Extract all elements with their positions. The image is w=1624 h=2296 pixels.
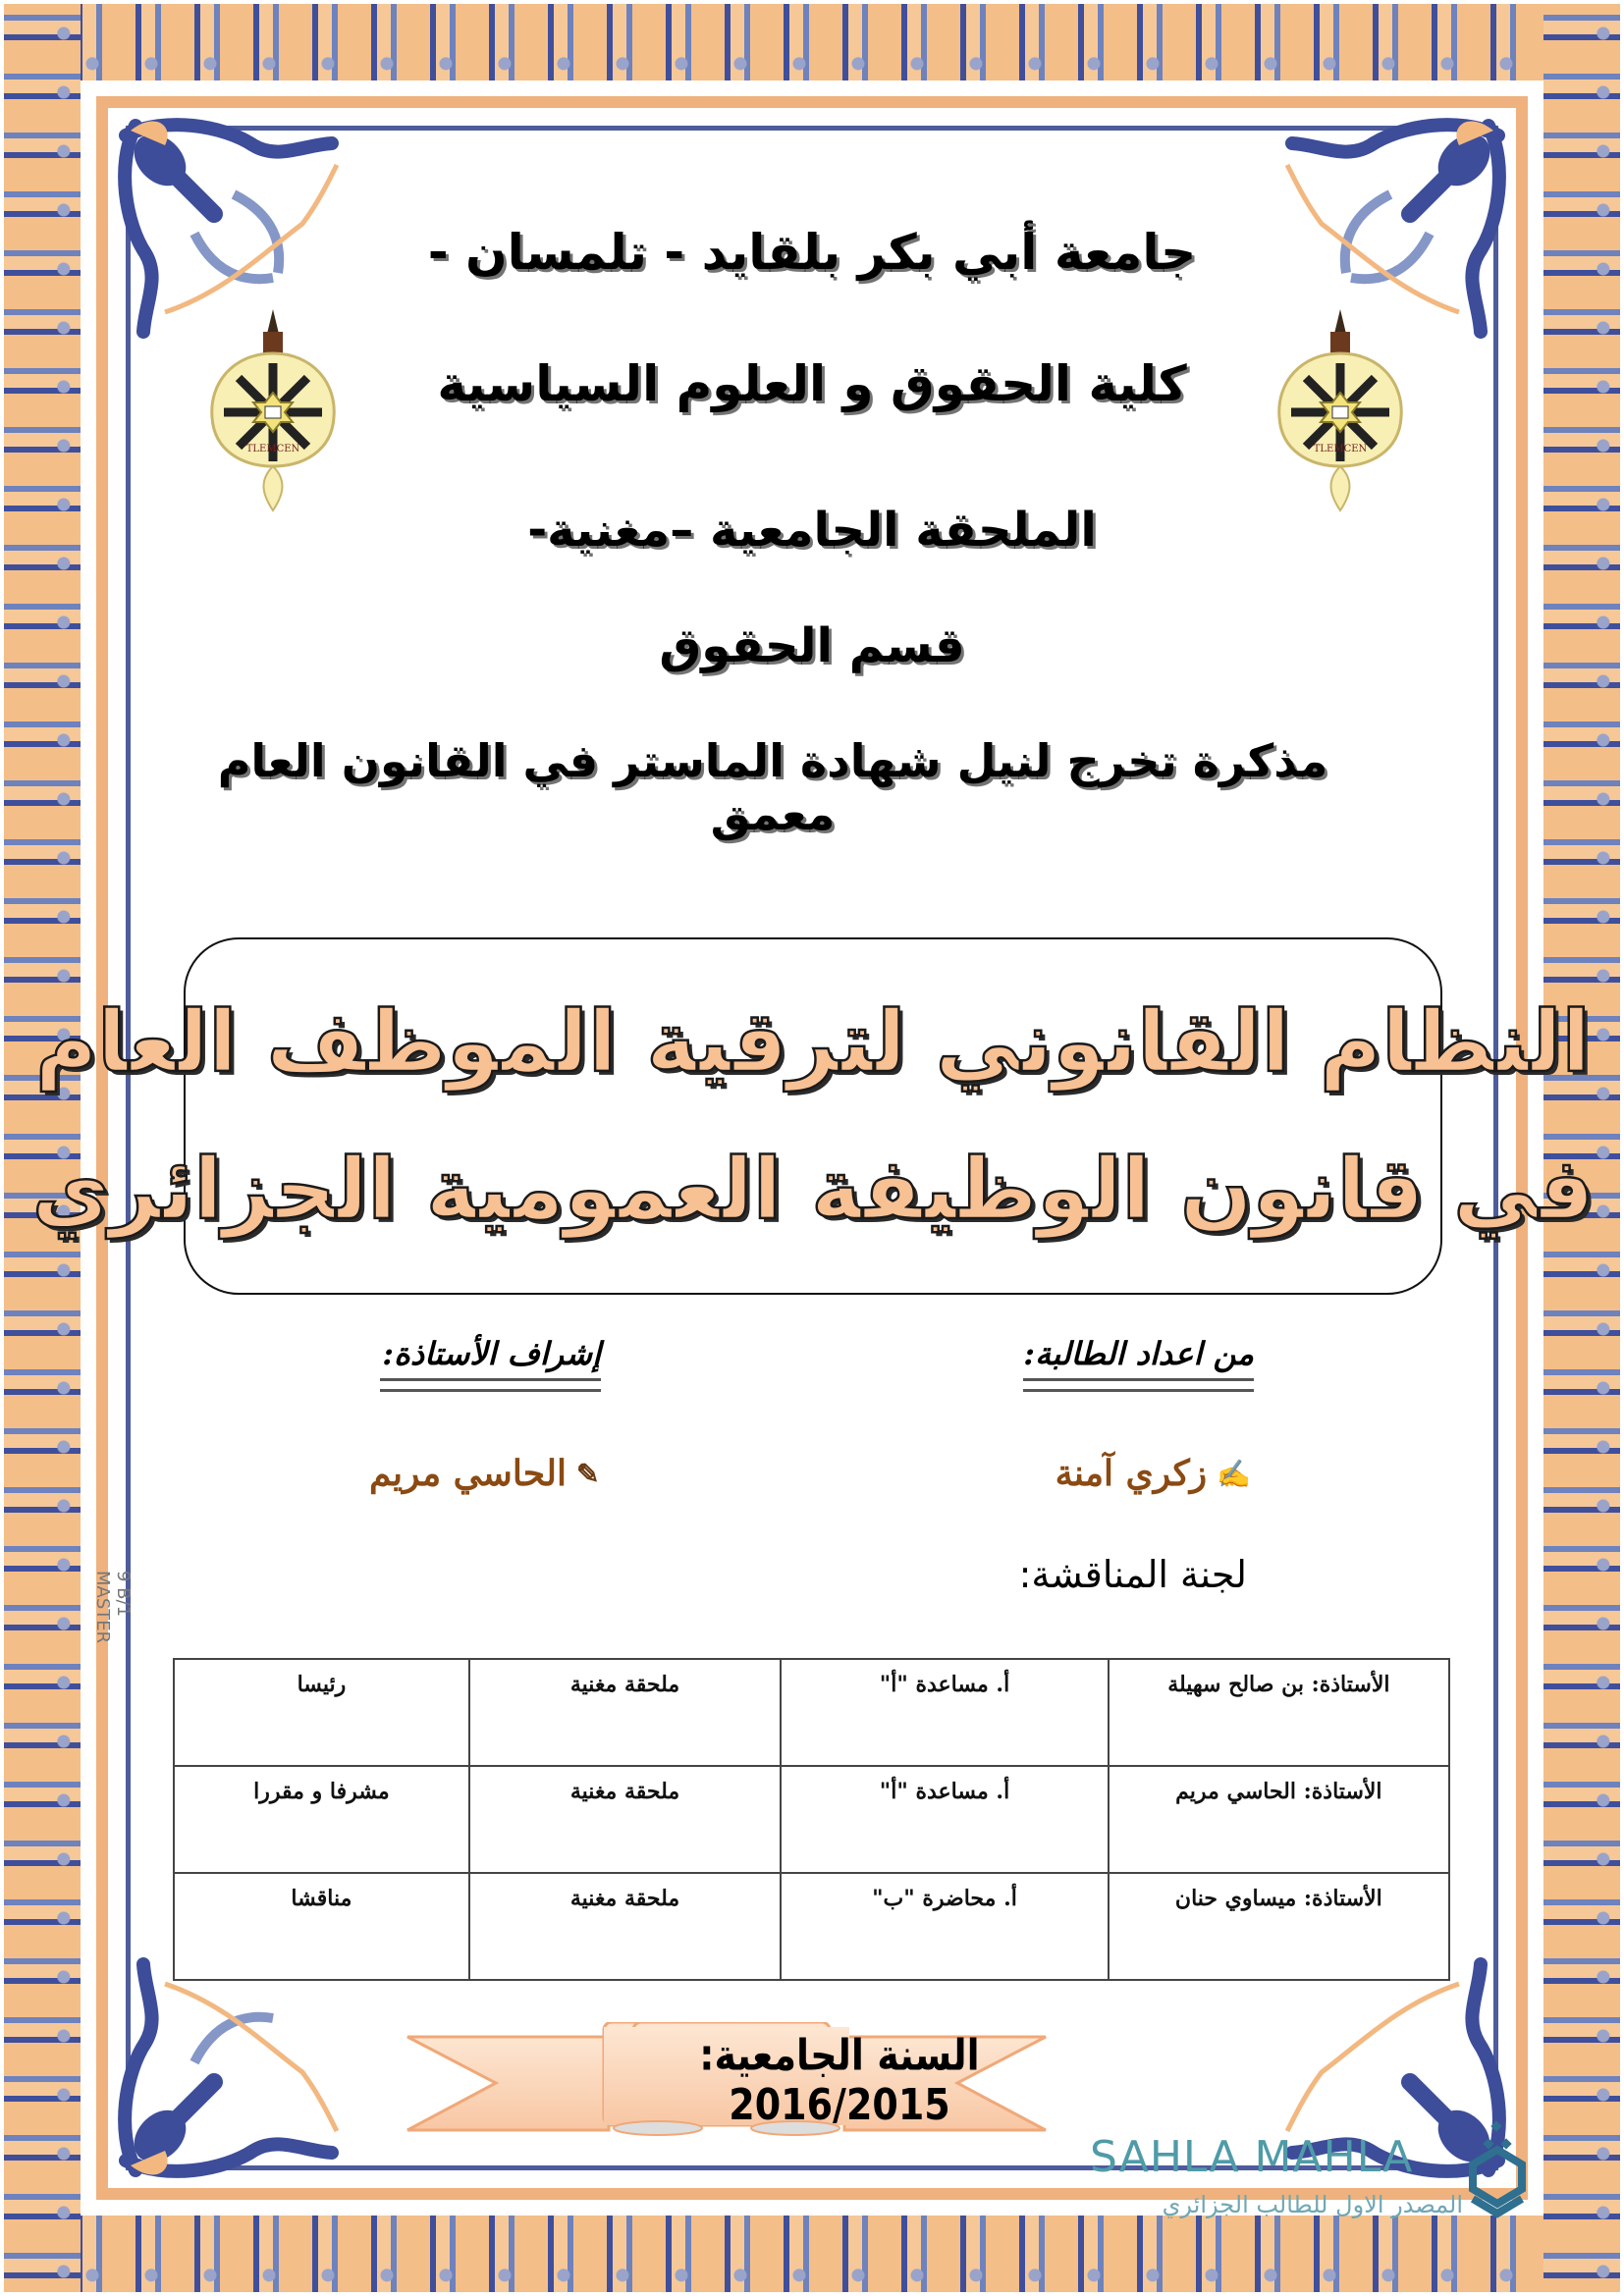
supervisor-name [369, 1453, 599, 1494]
thesis-title-line-1: النظام القانوني لترقية الموظف العام [34, 993, 1592, 1092]
side-scan-mark [94, 1571, 134, 1787]
committee-table [173, 1658, 1450, 1981]
academic-year: السنة الجامعية: 2016/2015 [699, 2030, 980, 2130]
side-mark-code: 9 B/1 [113, 1571, 134, 1618]
corner-arabesque-icon [106, 1954, 342, 2190]
member-name: الأستاذة: الحاسي مريم [1109, 1766, 1449, 1873]
supervised-by-label: إشراف الأستاذة: [380, 1335, 601, 1381]
member-rank: أ. مساعدة "أ" [781, 1659, 1108, 1766]
supervisor-name-text: الحاسي مريم [369, 1453, 568, 1494]
prepared-by-label: من اعداد الطالبة: [1023, 1335, 1254, 1381]
member-name: الأستاذة: بن صالح سهيلة [1109, 1659, 1449, 1766]
member-institution: ملحقة مغنية [469, 1659, 781, 1766]
faculty-name: كلية الحقوق و العلوم السياسية [437, 355, 1187, 412]
student-name [1056, 1453, 1251, 1494]
thesis-title-line-2: في قانون الوظيفة العمومية الجزائري [31, 1141, 1595, 1239]
pencil-icon: ✎ [576, 1457, 600, 1490]
writing-hand-icon: ✍ [1217, 1457, 1251, 1490]
member-role: مناقشا [174, 1873, 469, 1980]
member-role: رئيسا [174, 1659, 469, 1766]
member-rank: أ. مساعدة "أ" [781, 1766, 1108, 1873]
member-name: الأستاذة: ميساوي حنان [1109, 1873, 1449, 1980]
committee-label: لجنة المناقشة: [1018, 1553, 1247, 1596]
member-role: مشرفا و مقررا [174, 1766, 469, 1873]
thesis-title-box [31, 937, 1595, 1295]
side-mark-label: MASTER [92, 1571, 113, 1644]
member-institution: ملحقة مغنية [469, 1873, 781, 1980]
svg-text:TLEMCEN: TLEMCEN [245, 444, 300, 454]
member-institution: ملحقة مغنية [469, 1766, 781, 1873]
university-name: جامعة أبي بكر بلقايد - تلمسان - [427, 224, 1197, 281]
border-bottom-band [4, 2216, 1620, 2292]
table-row [174, 1873, 1449, 1980]
thesis-type: مذكرة تخرج لنيل شهادة الماستر في القانون العام معمق [217, 734, 1328, 840]
watermark-brand: SAHLA MAHLA [1090, 2132, 1414, 2182]
member-rank: أ. محاضرة "ب" [781, 1873, 1108, 1980]
table-row [174, 1659, 1449, 1766]
student-name-text: زكري آمنة [1055, 1453, 1208, 1494]
department-name: قسم الحقوق [659, 618, 965, 673]
table-row [174, 1766, 1449, 1873]
sahla-mahla-logo-icon [1463, 2120, 1532, 2228]
annex-name: الملحقة الجامعية –مغنية- [527, 503, 1097, 558]
svg-text:TLEMCEN: TLEMCEN [1313, 444, 1368, 454]
watermark-tagline: المصدر الاول للطالب الجزائري [1162, 2191, 1463, 2218]
border-top-band [4, 4, 1620, 80]
